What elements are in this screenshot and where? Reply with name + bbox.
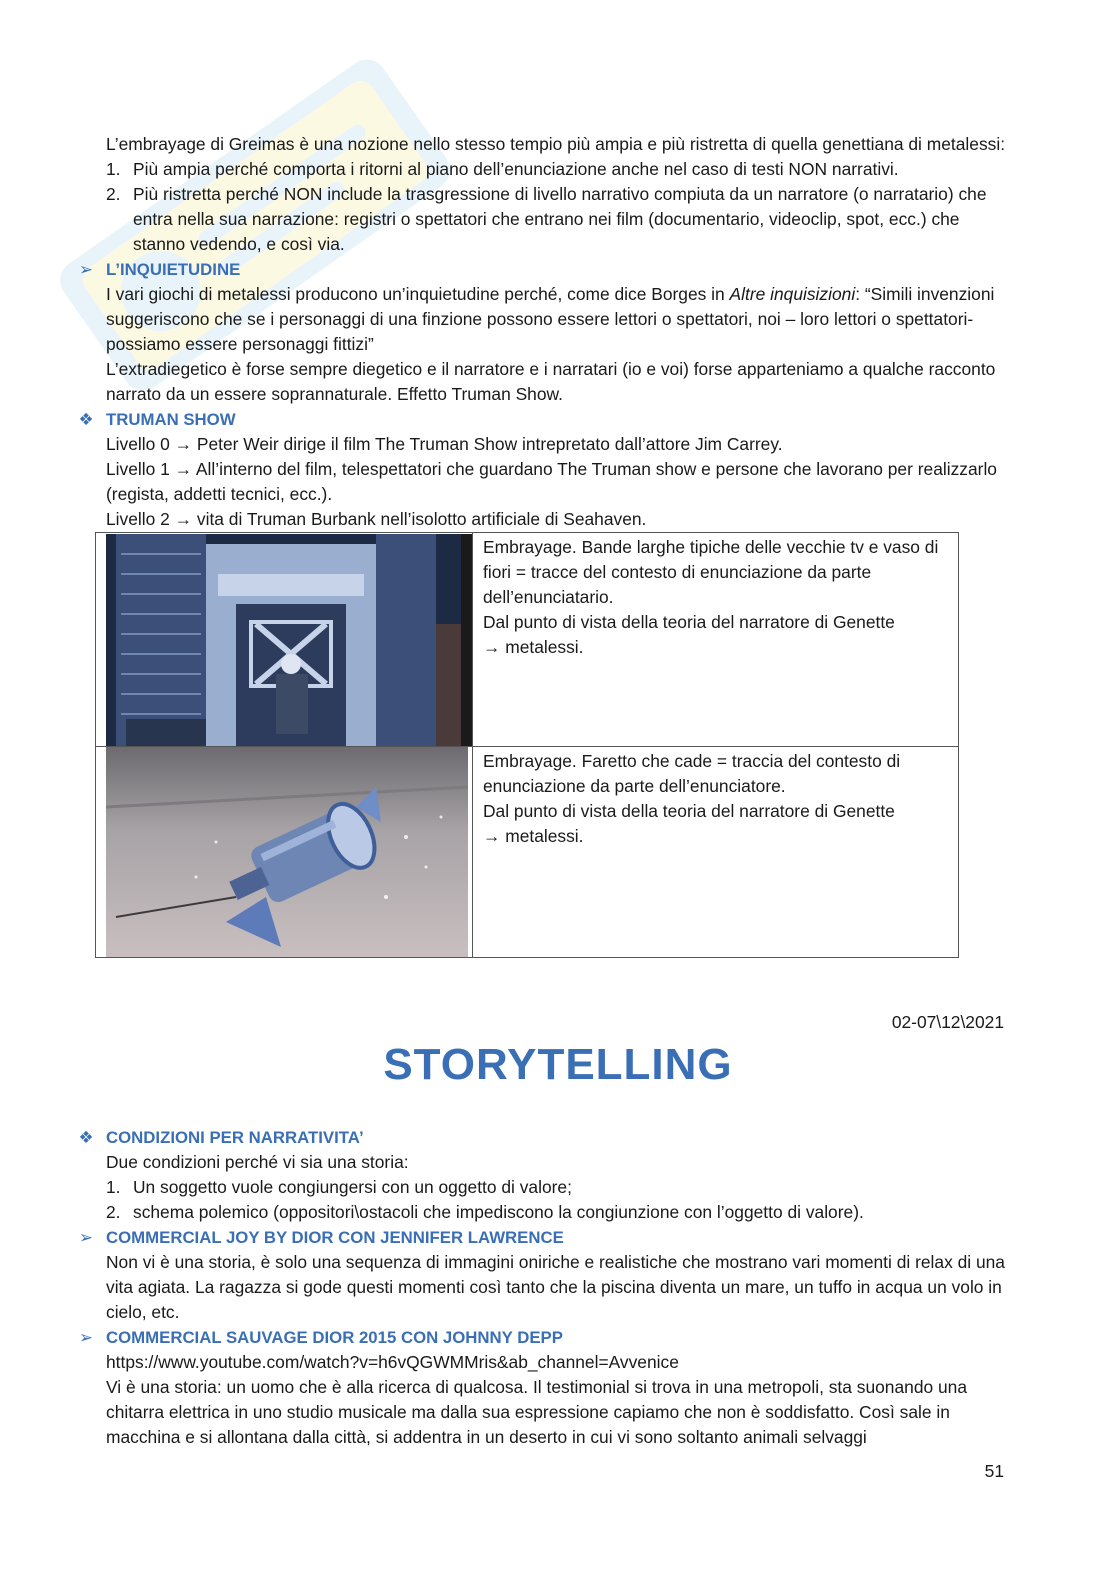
table-row [96,533,959,747]
caption-text: Dal punto di vista della teoria del narratore di Genette [483,612,895,632]
heading-text: COMMERCIAL SAUVAGE DIOR 2015 CON JOHNNY DEPP [106,1328,563,1347]
level-label: Livello 1 [106,459,170,479]
list-text: schema polemico (oppositori\ostacoli che impediscono la congiunzione con l’oggetto di valore). [133,1202,864,1222]
section-heading-sauvage-dior [78,1325,1006,1350]
level-label: Livello 2 [106,509,170,529]
arrow-icon: → [174,459,193,479]
inquietudine-paragraph [106,282,1006,357]
list-item [106,182,1006,257]
caption-text: Dal punto di vista della teoria del narratore di Genette [483,801,895,821]
arrow-icon: → [174,434,193,454]
page-number: 51 [984,1461,1004,1481]
caption-text: Embrayage. Bande larghe tipiche delle vecchie tv e vaso di fiori = tracce del contesto di enunciazione da parte dell’enunciatario. [483,537,939,607]
heading-text: CONDIZIONI PER NARRATIVITA’ [106,1128,364,1147]
sauvage-paragraph: Vi è una storia: un uomo che è alla ricerca di qualcosa. Il testimonial si trova in una metropoli, sta suonando una chitarra elettrica in uno studio musicale ma dalla sua espressione capiamo che non è soddisfatto. Così sale in macchina e si allontana dalla città, si addentra in un deserto in cui vi sono soltanto animali selvaggi [106,1377,968,1447]
caption-cell [473,533,959,747]
book-title: Altre inquisizioni [729,284,856,304]
heading-text: L’INQUIETUDINE [106,260,241,279]
diamond-bullet-icon: ❖ [78,1128,94,1147]
list-number: 1. [106,159,121,179]
heading-text: COMMERCIAL JOY BY DIOR CON JENNIFER LAWRENCE [106,1228,564,1247]
level-line [106,457,1006,507]
page-title: STORYTELLING [383,1040,733,1089]
condizioni-intro: Due condizioni perché vi sia una storia: [106,1152,409,1172]
list-text: Più ristretta perché NON include la trasgressione di livello narrativo compiuta da un narratore (o narratario) che entra nella sua narrazione: registri o spettatori che entrano nei film (documentario, videoclip, spot, ecc.) che stanno vedendo, e così via. [133,184,987,254]
image-cell [96,533,473,747]
level-line [106,507,1006,532]
table-row [96,747,959,958]
image-table [95,532,959,958]
list-number: 2. [106,1202,121,1222]
truman-tv-still-image [106,534,472,746]
level-text: vita di Truman Burbank nell’isolotto artificiale di Seahaven. [196,509,647,529]
extradiegetico-paragraph: L’extradiegetico è forse sempre diegetico e il narratore e i narratari (io e voi) forse apparteniamo a qualche racconto narrato da un essere soprannaturale. Effetto Truman Show. [106,359,996,404]
arrow-bullet-icon: ➢ [78,1228,94,1247]
section-heading-joy-dior [78,1225,1006,1250]
arrow-bullet-icon: ➢ [78,1328,94,1347]
image-cell [96,747,473,958]
list-text: Un soggetto vuole congiungersi con un oggetto di valore; [133,1177,572,1197]
caption-text: → metalessi. [483,637,584,657]
main-content [78,132,1006,958]
lecture-date: 02-07\12\2021 [891,1012,1004,1032]
level-line [106,432,1006,457]
list-number: 1. [106,1177,121,1197]
caption-cell [473,747,959,958]
falling-spotlight-still-image [106,747,468,957]
section-heading-condizioni [78,1125,1006,1150]
section-heading-inquietudine [78,257,1006,282]
caption-text: Embrayage. Faretto che cade = traccia del contesto di enunciazione da parte dell’enunciatore. [483,751,901,796]
arrow-icon: → [174,509,193,529]
section-heading-truman-show [78,407,1006,432]
list-number: 2. [106,184,121,204]
list-text: Più ampia perché comporta i ritorni al piano dell’enunciazione anche nel caso di testi NON narrativi. [133,159,899,179]
diamond-bullet-icon: ❖ [78,410,94,429]
text-run: I vari giochi di metalessi producono un’inquietudine perché, come dice Borges in [106,284,730,304]
text-run: : “Simili invenzioni suggeriscono che se i personaggi di una finzione possono essere lettori o spettatori, noi – loro lettori o spettatori- possiamo essere personaggi fittizi” [106,284,995,354]
level-label: Livello 0 [106,434,170,454]
heading-text: TRUMAN SHOW [106,410,236,429]
list-item [106,1200,1006,1225]
youtube-link[interactable]: https://www.youtube.com/watch?v=h6vQGWMMris&ab_channel=Avvenice [106,1352,679,1372]
list-item [106,157,1006,182]
caption-text: → metalessi. [483,826,584,846]
list-item [106,1175,1006,1200]
level-text: Peter Weir dirige il film The Truman Show intrepretato dall’attore Jim Carrey. [196,434,783,454]
joy-paragraph: Non vi è una storia, è solo una sequenza di immagini oniriche e realistiche che mostrano vari momenti di relax di una vita agiata. La ragazza si gode questi momenti così tanto che la piscina diventa un mare, un tuffo in acqua un volo in cielo, etc. [106,1252,1005,1322]
intro-paragraph: L’embrayage di Greimas è una nozione nello stesso tempio più ampia e più ristretta di quella genettiana di metalessi: [106,134,1006,154]
arrow-bullet-icon: ➢ [78,260,94,279]
level-text: All’interno del film, telespettatori che guardano The Truman show e persone che lavorano per realizzarlo (regista, addetti tecnici, ecc.). [106,459,997,504]
storytelling-content [78,1125,1006,1450]
